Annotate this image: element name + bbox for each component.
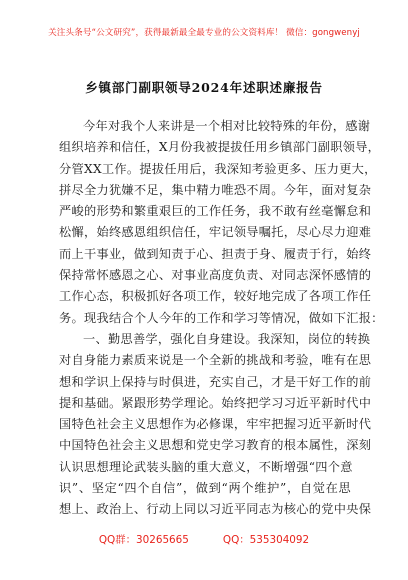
body-line: 认识思想理论武装头脑的重大意义，不断增强“四个意: [59, 459, 353, 474]
body-line: 国特色社会主义思想作为必修课，牢牢把握习近平新时代: [59, 417, 372, 432]
qq-number: QQ：535304092: [222, 534, 310, 546]
body-line: 识”、坚定“四个自信”，做到“两个维护”，自觉在思: [59, 481, 351, 496]
body-line: 提和基础。紧跟形势学理论。始终把学习习近平新时代中: [59, 395, 372, 410]
body-line: 严峻的形势和繁重艰巨的工作任务，我不敢有丝毫懈怠和: [59, 204, 372, 219]
body-line: 一、勤思善学，强化自身建设。我深知，岗位的转换: [83, 331, 371, 346]
promo-banner: 关注头条号“公文研究”，获得最新最全最专业的公文资料库！ 微信：gongwenyj: [48, 28, 360, 38]
body-line: 组织培养和信任，X月份我被提拔任用乡镇部门副职领导，: [59, 140, 381, 155]
body-line: 中国特色社会主义思想和党史学习教育的根本属性，深刻: [59, 438, 372, 453]
body-line: 今年对我个人来讲是一个相对比较特殊的年份，感谢: [83, 119, 371, 133]
body-line: 想上、政治上、行动上同以习近平同志为核心的党中央保: [59, 502, 372, 517]
body-line: 松懈，始终感恩组织信任，牢记领导嘱托，尽心尽力迎难: [59, 225, 372, 240]
body-line: 而上干事业，做到知责于心、担责于身、履责于行，始终: [59, 246, 372, 261]
body-line: 保持常怀感恩之心、对事业高度负责、对同志深怀感情的: [59, 268, 372, 283]
body-line: 对自身能力素质来说是一个全新的挑战和考验，唯有在思: [59, 353, 372, 368]
body-line: 务。现我结合个人今年的工作和学习等情况，做如下汇报：: [59, 310, 384, 325]
body-line: 工作心态，积极抓好各项工作，较好地完成了各项工作任: [59, 289, 372, 304]
contact-footer: [0, 531, 408, 546]
qq-group-number: QQ群：30265665: [98, 534, 189, 546]
body-line: 分管XX工作。提拔任用后，我深知考验更多、压力更大，: [59, 161, 377, 176]
document-body: [59, 116, 384, 521]
document-title: 乡镇部门副职领导2024年述职述廉报告: [85, 80, 323, 95]
body-line: 拼尽全力犹嫌不足，集中精力唯恐不周。今年，面对复杂: [59, 182, 372, 197]
body-line: 想和学识上保持与时俱进，充实自己，才是干好工作的前: [59, 374, 372, 389]
